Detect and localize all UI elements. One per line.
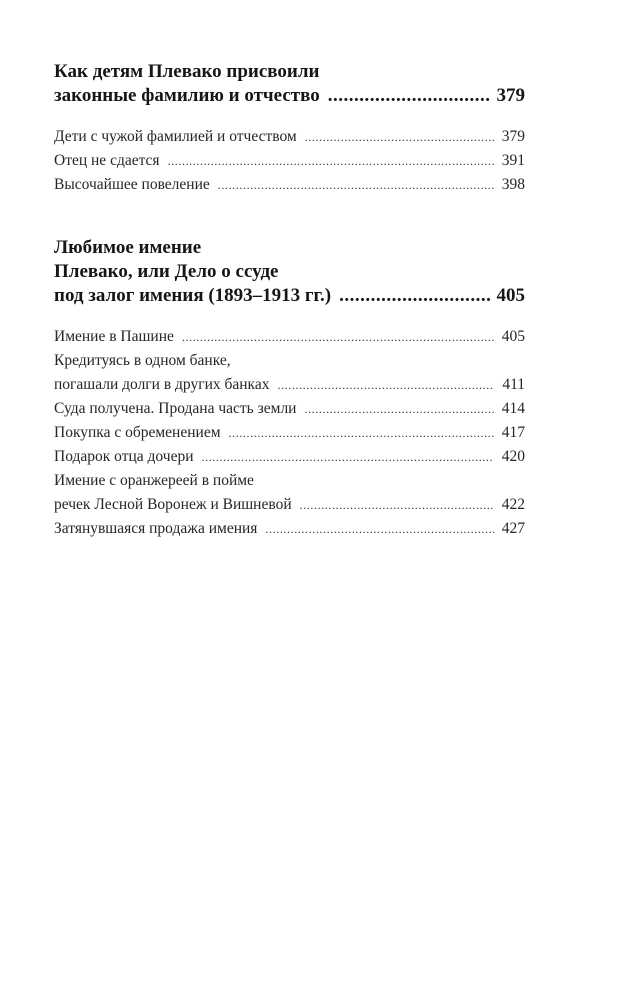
entry-title: Затянувшаяся продажа имения: [54, 520, 258, 537]
heading-last-line: [54, 84, 525, 108]
toc-entries: [54, 325, 525, 541]
page-number: 427: [501, 520, 525, 537]
toc-entry[interactable]: [54, 325, 525, 349]
dot-leader: [229, 421, 494, 445]
entry-title-line: Кредитуясь в одном банке,: [54, 352, 231, 369]
section-heading: [54, 236, 525, 308]
heading-line: Как детям Плевако присвоили: [54, 61, 320, 82]
section-heading: [54, 60, 525, 108]
toc-entry[interactable]: [54, 397, 525, 421]
entry-line: [54, 517, 525, 541]
dot-leader: [339, 284, 490, 308]
dot-leader: [168, 149, 494, 173]
page-number: 379: [496, 85, 525, 106]
dot-leader: [218, 173, 494, 197]
toc-entry[interactable]: [54, 125, 525, 149]
entry-title: Покупка с обременением: [54, 424, 221, 441]
dot-leader: [300, 493, 494, 517]
dot-leader: [277, 373, 494, 397]
heading-title: под залог имения (1893–1913 гг.): [54, 285, 332, 306]
dot-leader: [305, 125, 494, 149]
page-number: 411: [502, 376, 525, 393]
toc-section: [54, 60, 525, 197]
entry-line: [54, 325, 525, 349]
page-number: 414: [501, 400, 525, 417]
heading-line: Любимое имение: [54, 237, 202, 258]
toc-entry[interactable]: [54, 517, 525, 541]
dot-leader: [182, 325, 494, 349]
page-number: 420: [501, 448, 525, 465]
toc-entry[interactable]: [54, 173, 525, 197]
entry-line: [54, 445, 525, 469]
heading-last-line: [54, 284, 525, 308]
page-number: 391: [501, 152, 525, 169]
entry-line: [54, 173, 525, 197]
page-number: 405: [501, 328, 525, 345]
toc-entry[interactable]: [54, 421, 525, 445]
entry-title: речек Лесной Воронеж и Вишневой: [54, 496, 292, 513]
page-number: 417: [501, 424, 525, 441]
entry-title: Отец не сдается: [54, 152, 160, 169]
dot-leader: [328, 84, 491, 108]
entry-title: Подарок отца дочери: [54, 448, 194, 465]
page-number: 422: [501, 496, 525, 513]
toc-entry[interactable]: [54, 445, 525, 469]
dot-leader: [202, 445, 494, 469]
toc-entry[interactable]: [54, 469, 525, 517]
dot-leader: [265, 517, 493, 541]
entry-line: [54, 125, 525, 149]
entry-title: Имение в Пашине: [54, 328, 174, 345]
table-of-contents: [54, 60, 525, 541]
page-number: 405: [496, 285, 525, 306]
entry-title: погашали долги в других банках: [54, 376, 270, 393]
toc-entry[interactable]: [54, 349, 525, 397]
entry-line: [54, 373, 525, 397]
entry-line: [54, 421, 525, 445]
toc-entry[interactable]: [54, 149, 525, 173]
page-number: 379: [501, 128, 525, 145]
entry-line: [54, 149, 525, 173]
entry-title: Суда получена. Продана часть земли: [54, 400, 297, 417]
toc-entries: [54, 125, 525, 197]
dot-leader: [304, 397, 493, 421]
entry-line: [54, 397, 525, 421]
entry-line: [54, 493, 525, 517]
entry-title-line: Имение с оранжереей в пойме: [54, 472, 254, 489]
toc-section: [54, 236, 525, 541]
entry-title: Высочайшее повеление: [54, 176, 210, 193]
page-number: 398: [501, 176, 525, 193]
heading-line: Плевако, или Дело о ссуде: [54, 261, 279, 282]
heading-title: законные фамилию и отчество: [54, 85, 320, 106]
entry-title: Дети с чужой фамилией и отчеством: [54, 128, 297, 145]
